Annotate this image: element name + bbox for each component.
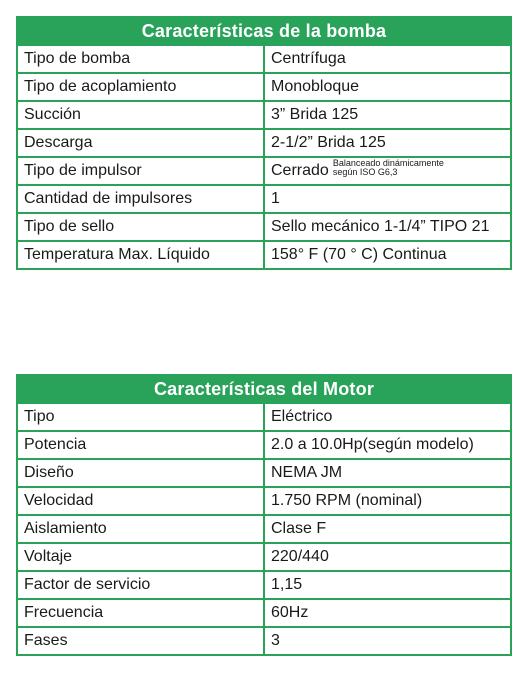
row-label: Frecuencia xyxy=(17,599,264,627)
row-value: 220/440 xyxy=(264,543,511,571)
row-value: 3” Brida 125 xyxy=(264,101,511,129)
row-label: Diseño xyxy=(17,459,264,487)
table-row xyxy=(17,157,511,185)
row-value: 1 xyxy=(264,185,511,213)
pump-table-title: Características de la bomba xyxy=(17,17,511,45)
table-row xyxy=(17,73,511,101)
table-row xyxy=(17,459,511,487)
table-row xyxy=(17,403,511,431)
row-label: Velocidad xyxy=(17,487,264,515)
row-value: Cerrado xyxy=(271,162,329,180)
row-label: Fases xyxy=(17,627,264,655)
row-label: Tipo de bomba xyxy=(17,45,264,73)
row-label: Potencia xyxy=(17,431,264,459)
row-value: 2.0 a 10.0Hp(según modelo) xyxy=(264,431,511,459)
pump-characteristics-table xyxy=(16,16,512,270)
motor-table-title: Características del Motor xyxy=(17,375,511,403)
row-label: Tipo xyxy=(17,403,264,431)
row-value: Clase F xyxy=(264,515,511,543)
row-label: Tipo de sello xyxy=(17,213,264,241)
row-value: 60Hz xyxy=(264,599,511,627)
row-value: 1.750 RPM (nominal) xyxy=(264,487,511,515)
row-label: Tipo de impulsor xyxy=(17,157,264,185)
row-value: 2-1/2” Brida 125 xyxy=(264,129,511,157)
table-row xyxy=(17,241,511,269)
row-label: Factor de servicio xyxy=(17,571,264,599)
table-row xyxy=(17,129,511,157)
row-value: Sello mecánico 1-1/4” TIPO 21 xyxy=(264,213,511,241)
row-value: 3 xyxy=(264,627,511,655)
table-row xyxy=(17,571,511,599)
row-label: Temperatura Max. Líquido xyxy=(17,241,264,269)
table-row xyxy=(17,543,511,571)
row-value: NEMA JM xyxy=(264,459,511,487)
row-value: Monobloque xyxy=(264,73,511,101)
table-row xyxy=(17,487,511,515)
row-value: 1,15 xyxy=(264,571,511,599)
row-value: Eléctrico xyxy=(264,403,511,431)
row-value-cell xyxy=(264,157,511,185)
note-line-1: Balanceado dinámicamente xyxy=(332,157,444,168)
impeller-balance-note xyxy=(333,159,444,177)
row-label: Voltaje xyxy=(17,543,264,571)
row-label: Succión xyxy=(17,101,264,129)
table-row xyxy=(17,627,511,655)
table-row xyxy=(17,213,511,241)
table-row xyxy=(17,45,511,73)
row-value: 158° F (70 ° C) Continua xyxy=(264,241,511,269)
row-label: Tipo de acoplamiento xyxy=(17,73,264,101)
table-row xyxy=(17,515,511,543)
row-value: Centrífuga xyxy=(264,45,511,73)
row-label: Aislamiento xyxy=(17,515,264,543)
table-row xyxy=(17,431,511,459)
table-row xyxy=(17,185,511,213)
note-line-2: según ISO G6,3 xyxy=(332,166,398,177)
table-row xyxy=(17,101,511,129)
motor-characteristics-table xyxy=(16,374,512,656)
row-label: Descarga xyxy=(17,129,264,157)
row-label: Cantidad de impulsores xyxy=(17,185,264,213)
table-row xyxy=(17,599,511,627)
